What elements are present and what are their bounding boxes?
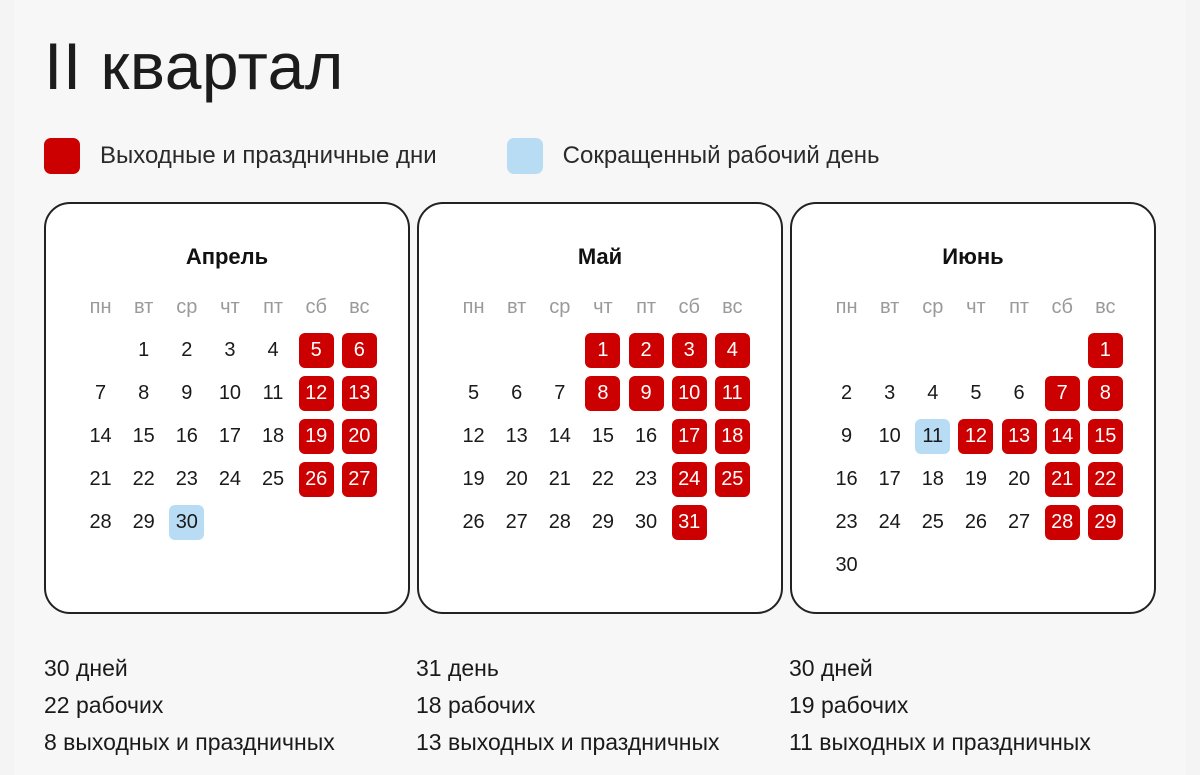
week-row	[79, 415, 381, 458]
day-cell: 6	[511, 382, 523, 404]
day-cell: 29	[132, 511, 155, 533]
weekday-label: сб	[678, 296, 700, 318]
holiday-swatch	[44, 138, 80, 174]
weekday-label: вт	[134, 296, 154, 318]
weekday-label: пт	[1009, 296, 1030, 318]
day-cell: 24	[218, 468, 242, 490]
day-cell: 2	[181, 339, 193, 361]
day-cell: 4	[267, 339, 279, 361]
day-cell: 15	[132, 425, 155, 447]
week-row	[79, 329, 381, 372]
stat-days: 30 дней	[44, 655, 128, 681]
day-cell: 25	[261, 468, 285, 490]
day-cell: 13	[505, 425, 528, 447]
holiday-day-cell: 28	[1041, 501, 1084, 544]
week-row	[825, 415, 1127, 458]
short-day-cell: 11	[911, 415, 954, 458]
day-cell: 28	[89, 511, 112, 533]
day-cell: 16	[835, 468, 858, 490]
holiday-day-cell: 11	[711, 372, 754, 415]
empty-cell	[1041, 329, 1084, 372]
holiday-day-cell: 8	[1084, 372, 1127, 415]
holiday-day-cell: 17	[668, 415, 711, 458]
day-cell: 22	[132, 468, 155, 490]
holiday-day-cell: 19	[295, 415, 338, 458]
holiday-day-cell: 5	[295, 329, 338, 372]
week-row	[79, 458, 381, 501]
weekday-row	[79, 286, 381, 329]
calendar-grid	[452, 286, 754, 544]
holiday-day-cell: 8	[581, 372, 624, 415]
day-cell: 27	[505, 511, 528, 533]
day-cell: 30	[634, 511, 658, 533]
holiday-day-cell: 2	[625, 329, 668, 372]
weekday-label: вт	[880, 296, 900, 318]
holiday-day-cell: 22	[1084, 458, 1127, 501]
week-row	[452, 458, 754, 501]
empty-cell	[954, 329, 997, 372]
day-cell: 16	[175, 425, 198, 447]
day-cell: 1	[138, 339, 150, 361]
day-cell: 21	[548, 468, 571, 490]
holiday-day-cell: 13	[998, 415, 1041, 458]
holiday-day-cell: 13	[338, 372, 381, 415]
day-cell: 3	[884, 382, 896, 404]
day-cell: 6	[1013, 382, 1025, 404]
holiday-day-cell: 4	[711, 329, 754, 372]
month-stats-june	[789, 650, 1159, 761]
day-cell: 24	[878, 511, 901, 533]
week-row	[825, 501, 1127, 544]
holiday-day-cell: 12	[954, 415, 997, 458]
day-cell: 14	[548, 425, 571, 447]
day-cell: 5	[970, 382, 982, 404]
weekday-label: пн	[89, 296, 112, 318]
day-cell: 21	[89, 468, 112, 490]
weekday-label: пт	[636, 296, 657, 318]
day-cell: 17	[218, 425, 242, 447]
day-cell: 27	[1007, 511, 1031, 533]
weekday-label: сб	[1051, 296, 1073, 318]
week-row	[452, 415, 754, 458]
day-cell: 9	[841, 425, 853, 447]
day-cell: 20	[1007, 468, 1031, 490]
day-cell: 5	[468, 382, 480, 404]
day-cell: 23	[175, 468, 198, 490]
day-cell: 25	[921, 511, 944, 533]
short-day-swatch	[507, 138, 543, 174]
week-row	[79, 372, 381, 415]
day-cell: 17	[878, 468, 901, 490]
empty-cell	[538, 329, 581, 372]
legend-label-holiday: Выходные и праздничные дни	[100, 142, 437, 169]
month-title: Май	[577, 244, 623, 269]
week-row	[825, 329, 1127, 372]
holiday-day-cell: 9	[625, 372, 668, 415]
holiday-day-cell: 31	[668, 501, 711, 544]
calendar-grid	[79, 286, 381, 544]
day-cell: 3	[224, 339, 236, 361]
stat-working: 22 рабочих	[44, 692, 164, 718]
empty-cell	[495, 329, 538, 372]
day-cell: 18	[921, 468, 944, 490]
day-cell: 20	[505, 468, 528, 490]
day-cell: 22	[591, 468, 615, 490]
month-title: Апрель	[185, 244, 269, 269]
month-stats-april	[44, 650, 414, 761]
weekday-label: пт	[263, 296, 284, 318]
weekday-row	[452, 286, 754, 329]
holiday-day-cell: 18	[711, 415, 754, 458]
day-cell: 16	[634, 425, 658, 447]
holiday-day-cell: 10	[668, 372, 711, 415]
holiday-day-cell: 27	[338, 458, 381, 501]
weekday-label: ср	[549, 296, 571, 318]
day-cell: 7	[554, 382, 566, 404]
day-cell: 8	[138, 382, 150, 404]
calendar-grid	[825, 286, 1127, 587]
day-cell: 26	[964, 511, 988, 533]
stat-days: 30 дней	[789, 655, 873, 681]
day-cell: 11	[262, 382, 284, 404]
holiday-day-cell: 7	[1041, 372, 1084, 415]
holiday-day-cell: 1	[581, 329, 624, 372]
legend-label-short: Сокращенный рабочий день	[562, 142, 880, 169]
holiday-day-cell: 21	[1041, 458, 1084, 501]
month-card-june	[790, 202, 1156, 614]
day-cell: 18	[261, 425, 285, 447]
empty-cell	[452, 329, 495, 372]
stat-holidays: 13 выходных и праздничных	[416, 729, 720, 755]
day-cell: 10	[878, 425, 901, 447]
week-row	[825, 458, 1127, 501]
short-day-cell: 30	[165, 501, 208, 544]
empty-cell	[911, 329, 954, 372]
month-card-may	[417, 202, 783, 614]
weekday-label: чт	[966, 296, 986, 318]
day-cell: 9	[181, 382, 193, 404]
holiday-day-cell: 1	[1084, 329, 1127, 372]
holiday-day-cell: 15	[1084, 415, 1127, 458]
weekday-label: вс	[1095, 296, 1116, 318]
stat-holidays: 11 выходных и праздничных	[789, 729, 1091, 755]
day-cell: 26	[462, 511, 485, 533]
empty-cell	[79, 329, 122, 372]
legend-item-short	[507, 138, 880, 174]
page-title: II квартал	[44, 29, 344, 103]
legend	[44, 137, 950, 175]
weekday-label: пн	[462, 296, 485, 318]
holiday-day-cell: 29	[1084, 501, 1127, 544]
holiday-day-cell: 25	[711, 458, 754, 501]
empty-cell	[998, 329, 1041, 372]
day-cell: 23	[634, 468, 658, 490]
holiday-day-cell: 6	[338, 329, 381, 372]
holiday-day-cell: 12	[295, 372, 338, 415]
weekday-label: вс	[722, 296, 743, 318]
stat-holidays: 8 выходных и праздничных	[44, 729, 335, 755]
week-row	[452, 372, 754, 415]
weekday-label: ср	[176, 296, 198, 318]
day-cell: 15	[591, 425, 615, 447]
month-cards	[44, 202, 1156, 614]
day-cell: 4	[927, 382, 939, 404]
stat-working: 18 рабочих	[416, 692, 536, 718]
weekday-label: чт	[220, 296, 240, 318]
holiday-day-cell: 3	[668, 329, 711, 372]
holiday-day-cell: 24	[668, 458, 711, 501]
day-cell: 2	[841, 382, 853, 404]
month-title: Июнь	[942, 244, 1004, 269]
stat-days: 31 день	[416, 655, 499, 681]
weekday-row	[825, 286, 1127, 329]
week-row	[79, 501, 381, 544]
day-cell: 19	[462, 468, 485, 490]
day-cell: 28	[548, 511, 571, 533]
day-cell: 12	[462, 425, 485, 447]
week-row	[825, 544, 1127, 587]
day-cell: 30	[835, 554, 858, 576]
day-cell: 23	[835, 511, 858, 533]
holiday-day-cell: 14	[1041, 415, 1084, 458]
holiday-day-cell: 20	[338, 415, 381, 458]
day-cell: 14	[89, 425, 112, 447]
quarter-calendar-page	[14, 0, 1186, 775]
weekday-label: вс	[349, 296, 370, 318]
empty-cell	[868, 329, 911, 372]
weekday-label: пн	[835, 296, 858, 318]
month-card-april	[44, 202, 410, 614]
weekday-label: сб	[305, 296, 327, 318]
stat-working: 19 рабочих	[789, 692, 909, 718]
weekday-label: вт	[507, 296, 527, 318]
holiday-day-cell: 26	[295, 458, 338, 501]
legend-item-holiday	[44, 138, 437, 174]
month-stats-may	[416, 650, 786, 761]
weekday-label: чт	[593, 296, 613, 318]
day-cell: 7	[95, 382, 107, 404]
day-cell: 10	[218, 382, 242, 404]
week-row	[452, 329, 754, 372]
weekday-label: ср	[922, 296, 944, 318]
day-cell: 29	[591, 511, 615, 533]
empty-cell	[825, 329, 868, 372]
day-cell: 19	[964, 468, 988, 490]
week-row	[825, 372, 1127, 415]
week-row	[452, 501, 754, 544]
